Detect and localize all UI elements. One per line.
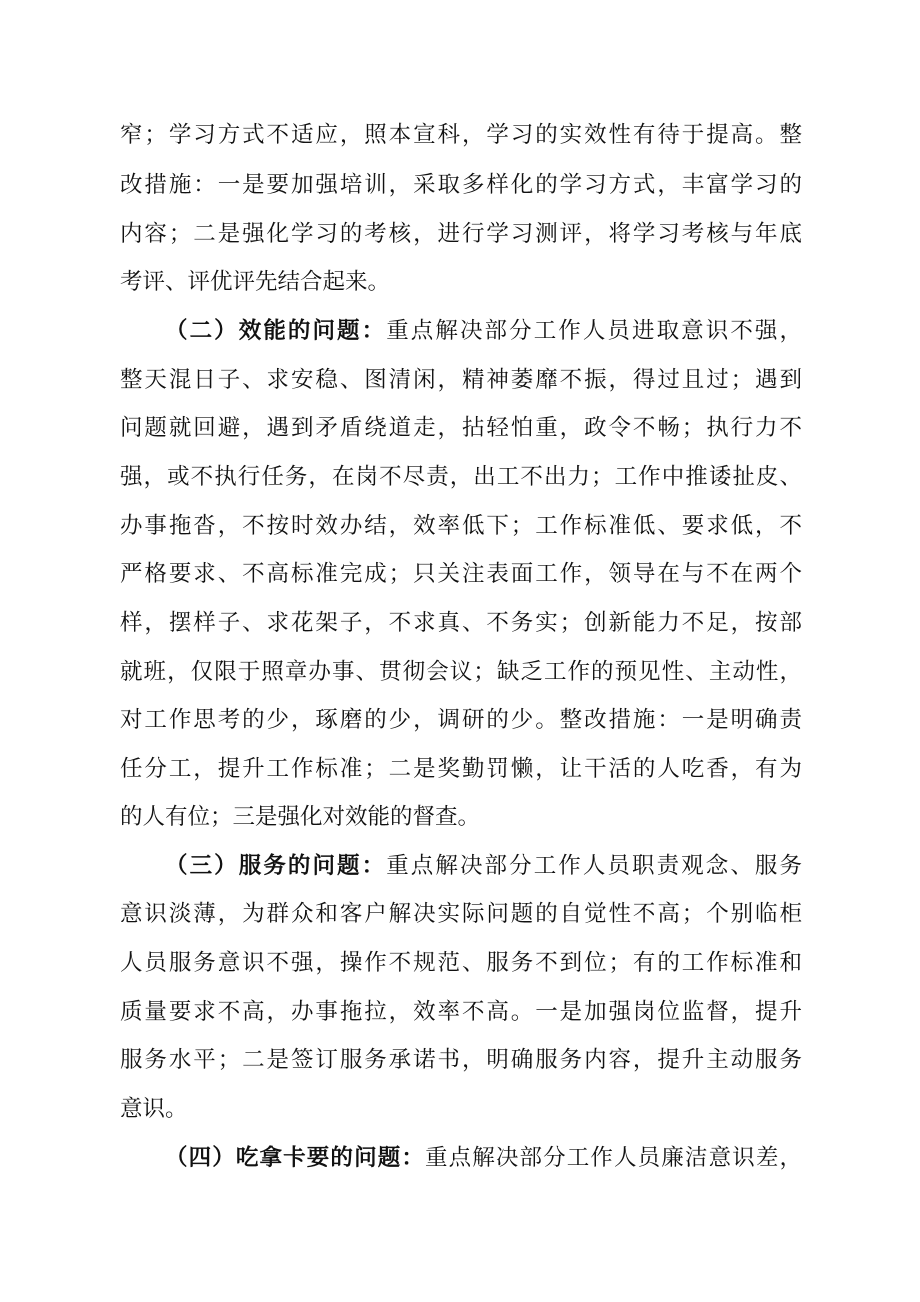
paragraph-text: 重点解决部分工作人员廉洁意识差，: [424, 1145, 802, 1171]
paragraph-line: 严格要求、不高标准完成；只关注表面工作，领导在与不在两个: [120, 561, 802, 587]
paragraph-text: 重点解决部分工作人员进取意识不强，: [386, 318, 802, 344]
paragraph-first-line: [165, 846, 802, 886]
section-heading: （三）服务的问题：: [165, 853, 387, 879]
paragraph-line: 内容；二是强化学习的考核，进行学习测评，将学习考核与年底: [120, 221, 802, 247]
paragraph-first-line: [165, 1138, 802, 1178]
paragraph-line: 质量要求不高，办事拖拉，效率不高。一是加强岗位监督，提升: [120, 999, 802, 1025]
paragraph-text: 重点解决部分工作人员职责观念、服务: [386, 853, 802, 879]
paragraph-line: 人员服务意识不强，操作不规范、服务不到位；有的工作标准和: [120, 950, 802, 976]
section-heading: （四）吃拿卡要的问题：: [165, 1145, 425, 1171]
paragraph-first-line: [165, 311, 802, 351]
paragraph-line: 意识淡薄，为群众和客户解决实际问题的自觉性不高；个别临柜: [120, 901, 802, 927]
paragraph-line: 任分工，提升工作标准；二是奖勤罚懒，让干活的人吃香，有为: [120, 756, 802, 782]
paragraph-line: 样，摆样子、求花架子，不求真、不务实；创新能力不足，按部: [120, 610, 802, 636]
paragraph-line: 办事拖沓，不按时效办结，效率低下；工作标准低、要求低，不: [120, 513, 802, 539]
paragraph-line: 窄；学习方式不适应，照本宣科，学习的实效性有待于提高。整: [120, 122, 802, 148]
paragraph-line: 的人有位；三是强化对效能的督查。: [120, 804, 481, 830]
paragraph-line: 改措施：一是要加强培训，采取多样化的学习方式，丰富学习的: [120, 172, 802, 198]
paragraph-line: 服务水平；二是签订服务承诺书，明确服务内容，提升主动服务: [120, 1047, 802, 1073]
paragraph-line: 考评、评优评先结合起来。: [120, 269, 391, 295]
paragraph-line: 强，或不执行任务，在岗不尽责，出工不出力；工作中推诿扯皮、: [120, 464, 802, 490]
paragraph-line: 就班，仅限于照章办事、贯彻会议；缺乏工作的预见性、主动性，: [120, 659, 802, 685]
paragraph-line: 对工作思考的少，琢磨的少，调研的少。整改措施：一是明确责: [120, 707, 802, 733]
paragraph-line: 问题就回避，遇到矛盾绕道走，拈轻怕重，政令不畅；执行力不: [120, 415, 802, 441]
paragraph-line: 意识。: [120, 1096, 188, 1122]
paragraph-line: 整天混日子、求安稳、图清闲，精神萎靡不振，得过且过；遇到: [120, 367, 802, 393]
section-heading: （二）效能的问题：: [165, 318, 387, 344]
